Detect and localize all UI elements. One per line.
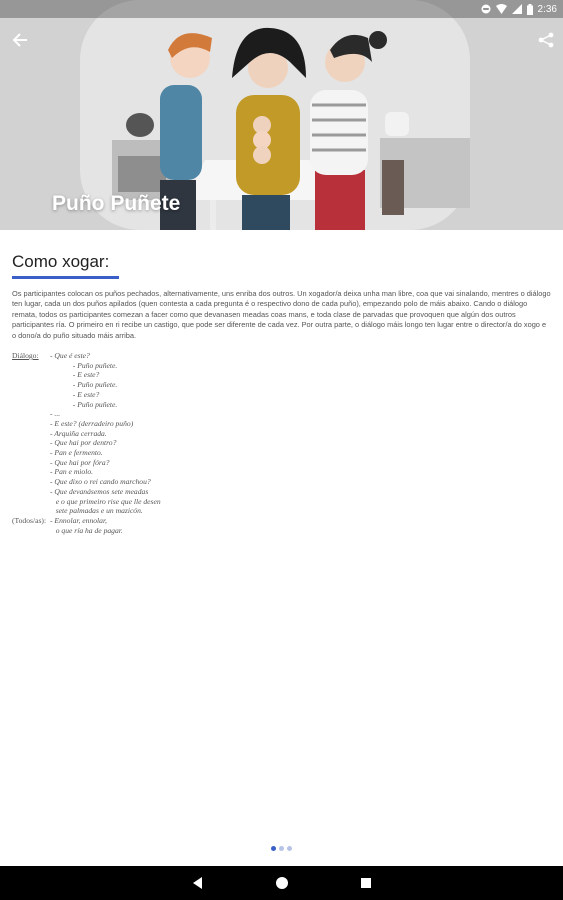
dialog-speaker — [12, 409, 50, 419]
dialog-row — [12, 458, 552, 468]
dialog-line: - Puño puñete. — [50, 380, 118, 390]
share-icon — [538, 32, 554, 48]
dialog-line: - Pan e miolo. — [50, 467, 94, 477]
dialog-block — [12, 351, 552, 535]
nav-recents-icon[interactable] — [359, 876, 373, 890]
page-indicator-dot[interactable] — [271, 846, 276, 851]
dialog-row — [12, 467, 552, 477]
dialog-speaker — [12, 448, 50, 458]
dialog-row — [12, 351, 552, 361]
dialog-line: - Ennolar, ennolar, — [50, 515, 107, 525]
dialog-speaker: Diálogo: — [12, 351, 39, 361]
dialog-row — [12, 487, 552, 497]
page-indicator-dot[interactable] — [279, 846, 284, 851]
dialog-speaker — [12, 458, 50, 468]
main-content — [12, 230, 552, 535]
dialog-row — [12, 506, 552, 516]
battery-icon — [527, 4, 533, 15]
dialog-line: - Pan e fermento. — [50, 448, 103, 458]
dialog-speaker: (Todos/as): — [12, 515, 47, 525]
dialog-speaker — [12, 506, 50, 516]
dialog-line: - E este? — [50, 389, 100, 399]
dialog-speaker — [12, 400, 50, 410]
status-time: 2:36 — [537, 3, 557, 15]
dialog-line: - E este? (derradeiro puño) — [50, 418, 134, 428]
signal-icon — [512, 4, 522, 14]
page-indicator — [0, 846, 563, 851]
dialog-line: e o que primeiro rise que lle desen — [50, 496, 161, 506]
dialog-speaker — [12, 497, 50, 507]
dialog-speaker — [12, 390, 50, 400]
dialog-row — [12, 390, 552, 400]
dialog-line: - Que é este? — [50, 351, 90, 361]
dialog-row — [12, 526, 552, 536]
dialog-row — [12, 419, 552, 429]
dialog-line: - Que devanásemos sete meadas — [50, 486, 149, 496]
dialog-speaker — [12, 438, 50, 448]
share-button[interactable] — [534, 28, 558, 52]
wifi-icon — [496, 4, 507, 14]
dialog-line: - Puño puñete. — [50, 360, 118, 370]
dialog-speaker — [12, 419, 50, 429]
dialog-row — [12, 361, 552, 371]
dialog-line: - Puño puñete. — [50, 399, 118, 409]
back-button[interactable] — [8, 28, 32, 52]
dialog-speaker — [12, 526, 50, 536]
dialog-speaker — [12, 370, 50, 380]
dialog-row — [12, 400, 552, 410]
navigation-bar — [0, 866, 563, 900]
dialog-line: - Que dixo o rei cando marchou? — [50, 477, 151, 487]
dialog-line: - Que hai por dentro? — [50, 438, 117, 448]
dialog-line: - Arquiña cerrada. — [50, 428, 107, 438]
dialog-row — [12, 409, 552, 419]
dialog-line: sete palmadas e un mazicón. — [50, 506, 143, 516]
dialog-speaker — [12, 477, 50, 487]
dialog-row — [12, 448, 552, 458]
page-indicator-dot[interactable] — [287, 846, 292, 851]
dialog-row — [12, 497, 552, 507]
status-bar — [0, 0, 563, 18]
dialog-row — [12, 477, 552, 487]
dialog-row — [12, 438, 552, 448]
hero-illustration — [0, 0, 563, 230]
dialog-speaker — [12, 361, 50, 371]
nav-back-icon[interactable] — [191, 876, 205, 890]
nav-home-icon[interactable] — [275, 876, 289, 890]
page-title: Puño Puñete — [52, 192, 181, 215]
do-not-disturb-icon — [481, 4, 491, 14]
arrow-back-icon — [12, 32, 28, 48]
dialog-row — [12, 429, 552, 439]
dialog-line: - Que hai por fóra? — [50, 457, 110, 467]
dialog-speaker — [12, 467, 50, 477]
section-heading-label: Como xogar: — [12, 252, 110, 271]
dialog-row — [12, 516, 552, 526]
dialog-line: - E este? — [50, 370, 100, 380]
dialog-row — [12, 370, 552, 380]
dialog-speaker — [12, 380, 50, 390]
dialog-speaker — [12, 487, 50, 497]
section-heading — [12, 252, 119, 279]
dialog-row — [12, 380, 552, 390]
dialog-line: o que ría ha de pagar. — [50, 525, 123, 535]
instructions-text: Os participantes colocan os puños pechados, alternativamente, uns enriba dos outros. Un xogador/a deixa unha man libre, coa que vai sinalando, mentres o diálogo ten lugar, cada un dos puños apilados (quen contesta a cada pregunta é o respectivo dono de cada puño), empezando polo de máis abaixo. Cando o diálogo remata, todos os participantes comezan a facer como que devanasen meadas coas mans, e toda clase de parvadas que provoquen que algún dos outros participantes ría. O primeiro en ri recibe un castigo, que pode ser diferente de cada vez. Por outra parte, o diálogo máis longo ten lugar entre o director/a do xogo e o dono/a do puño situado máis arriba. — [12, 289, 551, 340]
dialog-speaker — [12, 429, 50, 439]
dialog-line: - ... — [50, 409, 61, 419]
